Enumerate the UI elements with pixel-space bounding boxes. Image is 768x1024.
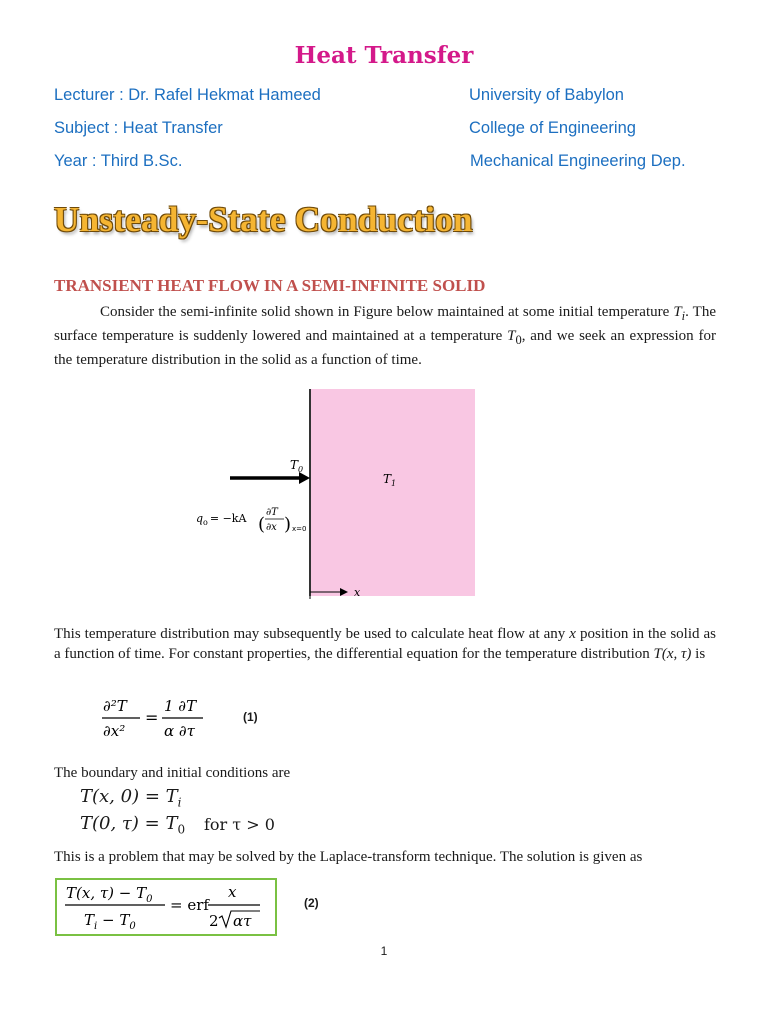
eq1-rhs-den: α ∂τ bbox=[164, 722, 195, 740]
eq2-num-sub: 0 bbox=[146, 894, 153, 905]
flux-q: q bbox=[196, 512, 204, 525]
solid-temp-sub: 1 bbox=[391, 479, 397, 488]
condition-note: for τ > 0 bbox=[204, 815, 275, 834]
eq2-den-sub-0: 0 bbox=[129, 921, 136, 932]
surface-temp-label: T bbox=[290, 458, 299, 472]
equation-1-label: (1) bbox=[243, 710, 258, 724]
semi-infinite-solid-figure bbox=[180, 385, 480, 605]
solution-intro: This is a problem that may be solved by the Laplace-transform technique. The solution is given as bbox=[54, 849, 643, 865]
page-number: 1 bbox=[380, 944, 388, 958]
college-line: College of Engineering bbox=[469, 119, 636, 137]
p2-text-b: position in the solid as a function of time. For constant properties, the differential equation for the temperature distribution bbox=[54, 626, 717, 662]
equation-2 bbox=[60, 881, 272, 933]
eq2-den-mid: − T bbox=[97, 911, 130, 929]
cond1-T: T bbox=[165, 786, 178, 807]
p2-func: T(x, τ) bbox=[653, 646, 692, 662]
x-axis-label: x bbox=[354, 586, 361, 599]
flux-paren-left: ( bbox=[258, 514, 266, 535]
p1-text-b: . The surface temperature is suddenly lowered and maintained at a temperature bbox=[54, 304, 716, 344]
cond2-sub: 0 bbox=[177, 822, 186, 837]
p2-text-a: This temperature distribution may subsequently be used to calculate heat flow at any bbox=[54, 626, 570, 642]
eq2-frac-den-pre: 2 bbox=[209, 912, 219, 930]
condition-boundary bbox=[80, 813, 185, 837]
cond1-sub: i bbox=[177, 795, 182, 810]
svg-text:qo= −kA bbox=[196, 512, 247, 527]
year-line: Year : Third B.Sc. bbox=[54, 152, 183, 170]
distribution-paragraph bbox=[54, 624, 716, 664]
eq2-frac-den-rad: ατ bbox=[233, 912, 252, 930]
eq1-lhs-den: ∂x² bbox=[103, 722, 126, 740]
eq1-equals: = bbox=[145, 708, 159, 727]
eq2-den-T: T bbox=[84, 911, 95, 929]
p1-t0-subscript: 0 bbox=[515, 333, 522, 347]
solid-temp-label: T bbox=[383, 472, 392, 486]
university-line: University of Babylon bbox=[469, 86, 624, 104]
p1-text-a: Consider the semi-infinite solid shown in Figure below maintained at some initial temperature bbox=[100, 304, 674, 320]
flux-q-sub: o bbox=[203, 518, 208, 527]
document-title: Heat Transfer bbox=[294, 42, 474, 69]
svg-text:Ti − T0 bbox=[84, 911, 136, 932]
p2-text-c: is bbox=[691, 646, 706, 662]
condition-initial bbox=[80, 786, 181, 810]
department-line: Mechanical Engineering Dep. bbox=[470, 152, 686, 170]
flux-den: ∂x bbox=[266, 522, 277, 533]
cond1-lhs: T(x, 0) = bbox=[80, 786, 166, 807]
surface-temp-sub: 0 bbox=[298, 465, 304, 474]
p1-ti-subscript: i bbox=[681, 309, 686, 323]
equation-1 bbox=[98, 694, 208, 742]
p1-text-c: , and we seek an expression for the temperature distribution in the solid as a function of time. bbox=[54, 328, 717, 368]
flux-num: ∂T bbox=[266, 507, 278, 518]
svg-text:T(x, τ) − T0 bbox=[66, 884, 153, 905]
chapter-title: Unsteady-State Conduction bbox=[54, 200, 473, 239]
flux-rhs: = −kA bbox=[209, 512, 247, 525]
section-heading: TRANSIENT HEAT FLOW IN A SEMI-INFINITE SOLID bbox=[54, 276, 486, 295]
boundary-intro: The boundary and initial conditions are bbox=[54, 765, 291, 781]
solid-region bbox=[311, 389, 475, 596]
cond2-lhs: T(0, τ) = bbox=[80, 813, 166, 834]
eq2-erf: = erf bbox=[170, 896, 209, 914]
svg-text:T0 bbox=[290, 458, 303, 474]
p1-ti-symbol: T bbox=[673, 304, 682, 320]
eq1-lhs-num: ∂²T bbox=[103, 697, 127, 715]
eq2-frac-num: x bbox=[228, 883, 237, 901]
flux-eval-sub: x=0 bbox=[292, 525, 307, 533]
p1-t0-symbol: T bbox=[507, 328, 516, 344]
eq1-rhs-num: 1 ∂T bbox=[164, 697, 197, 715]
cond2-T: T bbox=[165, 813, 178, 834]
intro-paragraph bbox=[54, 302, 716, 370]
eq2-num: T(x, τ) − T bbox=[66, 884, 147, 902]
flux-paren-right: ) bbox=[284, 514, 292, 535]
p2-x-var: x bbox=[569, 626, 576, 642]
equation-2-label: (2) bbox=[304, 896, 319, 910]
lecturer-line: Lecturer : Dr. Rafel Hekmat Hameed bbox=[54, 86, 321, 104]
eq2-den-sub-i: i bbox=[94, 921, 98, 932]
subject-line: Subject : Heat Transfer bbox=[54, 119, 223, 137]
